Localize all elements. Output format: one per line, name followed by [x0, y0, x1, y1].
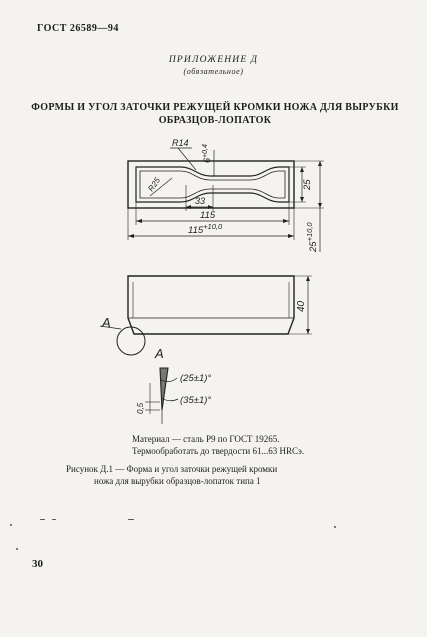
page-number: 30 — [32, 558, 43, 570]
side-view — [100, 276, 312, 355]
outer-height-tolerance: +10,0 — [305, 222, 314, 242]
material-line1: Материал — сталь Р9 по ГОСТ 19265. — [132, 434, 280, 444]
scan-speck — [16, 548, 18, 550]
scan-speck — [128, 519, 134, 520]
detail-angle-bottom: (35±1)° — [180, 395, 212, 406]
top-view — [128, 138, 324, 253]
detail-view — [136, 346, 211, 424]
knife-tip-hatched — [160, 368, 168, 410]
neck-width-label — [202, 144, 212, 163]
figure-caption — [66, 463, 371, 487]
section-title-line2: ОБРАЗЦОВ-ЛОПАТОК — [158, 115, 272, 126]
inner-height-label: 25 — [302, 179, 313, 190]
appendix-status: (обязательное) — [183, 67, 244, 76]
scan-speck — [10, 524, 12, 526]
radius-small-label: R14 — [172, 138, 189, 148]
top-view-dumbbell-inner — [140, 171, 285, 198]
material-note — [132, 433, 382, 457]
material-line2: Термообработать до твердости 61...63 HRCэ. — [132, 446, 305, 456]
outer-height-label — [305, 222, 319, 253]
scan-speck — [40, 519, 45, 520]
outer-height-value: 25 — [308, 241, 319, 252]
neck-width-value: 6 — [202, 157, 212, 163]
scan-speck — [52, 519, 56, 520]
side-height-label: 40 — [296, 300, 307, 312]
outer-length-label — [188, 222, 223, 236]
caption-line2: ножа для вырубки образцов-лопаток типа 1 — [94, 476, 261, 486]
detail-circle — [117, 327, 145, 355]
detail-thickness-label: 0,5 — [136, 402, 145, 414]
detail-title-label: A — [155, 346, 164, 361]
radius-large-label: R25 — [146, 175, 163, 194]
detail-ref-label: A — [102, 315, 111, 330]
outer-length-value: 115 — [188, 225, 204, 236]
neck-width-tolerance: +0,4 — [202, 144, 209, 158]
caption-line1: Рисунок Д.1 — Форма и угол заточки режущей кромки — [66, 464, 278, 474]
standard-header: ГОСТ 26589—94 — [37, 23, 119, 34]
neck-length-label: 33 — [195, 196, 206, 206]
side-view-outline — [128, 276, 294, 334]
outer-length-tolerance: +10,0 — [203, 222, 223, 231]
section-title-line1: ФОРМЫ И УГОЛ ЗАТОЧКИ РЕЖУЩЕЙ КРОМКИ НОЖА ДЛЯ ВЫРУБКИ — [31, 102, 399, 113]
appendix-label: ПРИЛОЖЕНИЕ Д — [168, 55, 259, 65]
inner-length-label: 115 — [200, 210, 216, 221]
detail-angle-top: (25±1)° — [180, 373, 212, 384]
scan-speck — [334, 526, 336, 528]
